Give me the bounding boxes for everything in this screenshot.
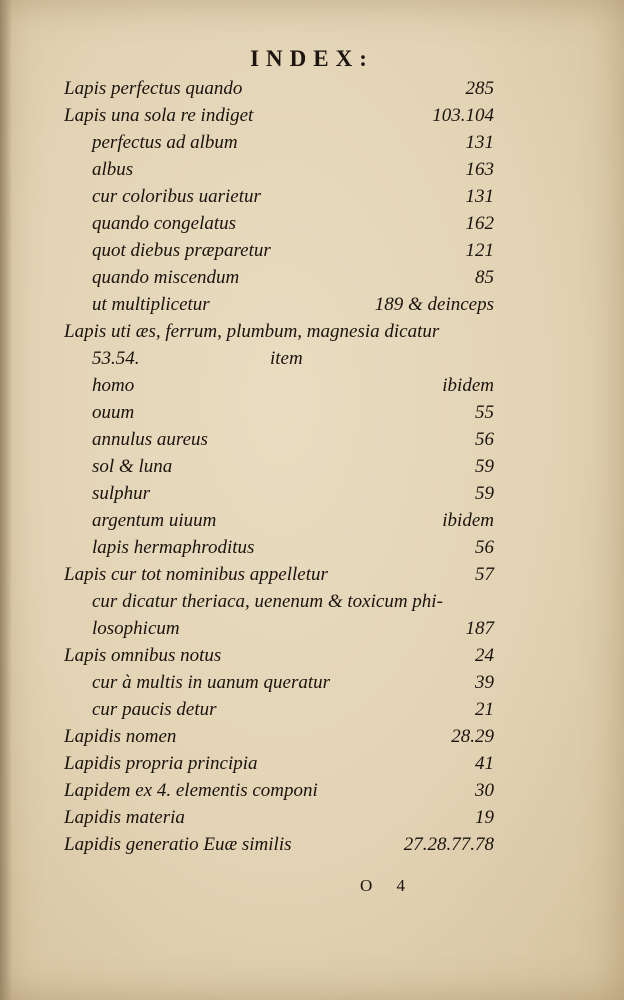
index-entry: Lapis perfectus quando 285 [64,78,494,99]
index-entry: Lapidis generatio Euæ similis 27.28.77.78 [64,834,494,855]
index-subentry: argentum uiuum ibidem [92,510,494,531]
index-subentry: ouum 55 [92,402,494,423]
index-entry: Lapis cur tot nominibus appelletur 57 [64,564,494,585]
index-subentry: cur paucis detur 21 [92,699,494,720]
index-subentry: perfectus ad album 131 [92,132,494,153]
index-subentry: homo ibidem [92,375,494,396]
index-subentry: losophicum 187 [92,618,494,639]
index-subentry: quot diebus præparetur 121 [92,240,494,261]
page-title: INDEX: [250,46,374,71]
index-entry: Lapidem ex 4. elementis componi 30 [64,780,494,801]
index-subentry: cur à multis in uanum queratur 39 [92,672,494,693]
index-subentry: quando congelatus 162 [92,213,494,234]
index-subentry: cur coloribus uarietur 131 [92,186,494,207]
signature-mark: O 4 [360,876,416,895]
index-entry: Lapis omnibus notus 24 [64,645,494,666]
index-entry: Lapidis nomen 28.29 [64,726,494,747]
index-subentry: annulus aureus 56 [92,429,494,450]
index-subentry: ut multiplicetur 189 & deinceps [92,294,494,315]
index-subentry: lapis hermaphroditus 56 [92,537,494,558]
index-subentry: cur dicatur theriaca, uenenum & toxicum phi- [92,591,443,612]
index-entry: Lapidis materia 19 [64,807,494,828]
index-entry: Lapis una sola re indiget 103.104 [64,105,494,126]
index-subentry: 53.54. item [92,348,303,369]
index-entry: Lapidis propria principia 41 [64,753,494,774]
index-subentry: albus 163 [92,159,494,180]
index-subentry: quando miscendum 85 [92,267,494,288]
index-subentry: sol & luna 59 [92,456,494,477]
index-subentry: sulphur 59 [92,483,494,504]
index-entry: Lapis uti æs, ferrum, plumbum, magnesia dicatur [64,321,440,342]
page-binding-shadow [0,0,12,1000]
